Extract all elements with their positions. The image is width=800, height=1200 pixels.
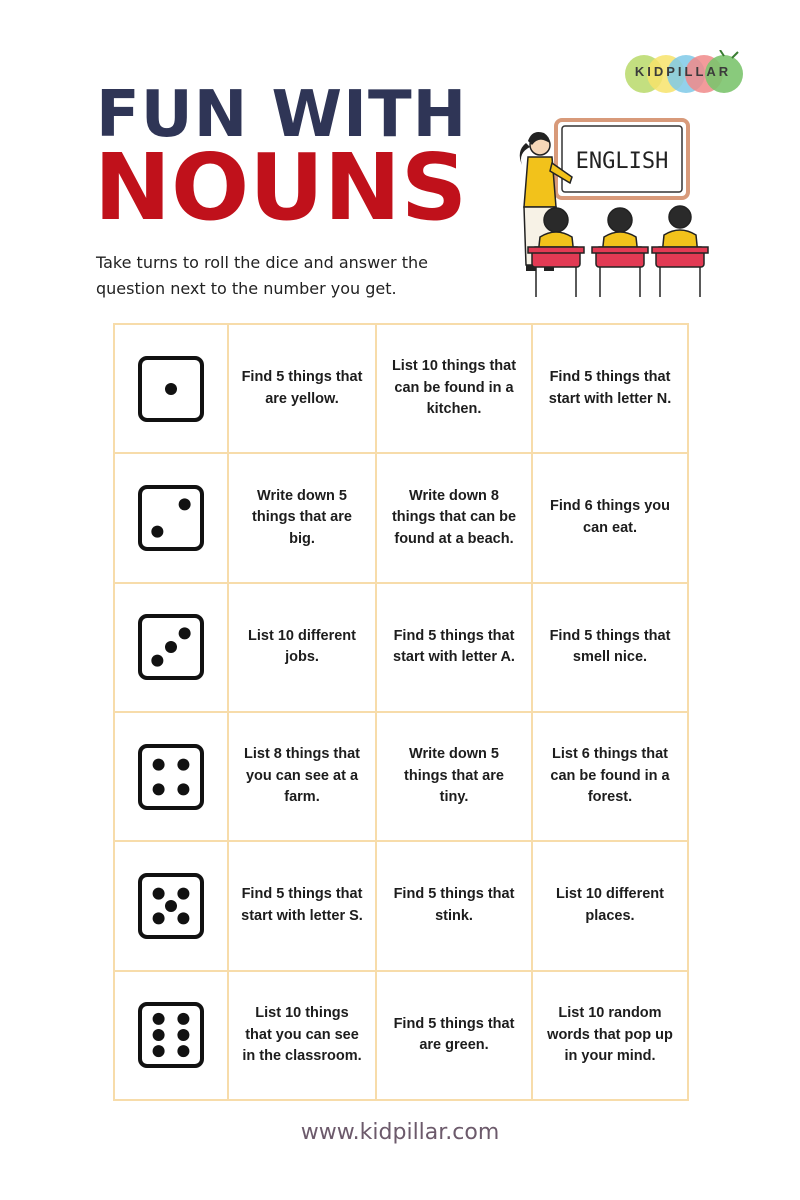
die-pip: [153, 888, 165, 900]
table-row: [114, 583, 688, 712]
die-pip: [153, 783, 165, 795]
classroom-illustration: [510, 115, 710, 305]
question-cell: List 10 random words that pop up in your mind.: [532, 971, 688, 1100]
die-cell: [114, 712, 228, 841]
question-cell: Find 6 things you can eat.: [532, 453, 688, 582]
board-text: ENGLISH: [575, 149, 669, 174]
die-pip: [177, 758, 189, 770]
die-pip: [153, 758, 165, 770]
die-pip: [177, 912, 189, 924]
question-cell: List 6 things that can be found in a forest.: [532, 712, 688, 841]
die-pip: [153, 912, 165, 924]
table-row: [114, 453, 688, 582]
die-face: [140, 1004, 202, 1066]
title-line-1: FUN WITH: [96, 78, 468, 152]
die-pip: [177, 1013, 189, 1025]
website-url: www.kidpillar.com: [300, 1120, 500, 1145]
question-cell: List 8 things that you can see at a farm.: [228, 712, 376, 841]
question-cell: Find 5 things that are green.: [376, 971, 532, 1100]
die-5-icon: [137, 872, 205, 940]
die-pip: [177, 888, 189, 900]
die-face: [140, 746, 202, 808]
die-pip: [179, 628, 191, 640]
instructions: Take turns to roll the dice and answer the question next to the number you get.: [96, 253, 428, 298]
die-3-icon: [137, 613, 205, 681]
die-4-icon: [137, 743, 205, 811]
logo-text: KIDPILLAR: [634, 64, 732, 79]
die-cell: [114, 324, 228, 453]
question-cell: Find 5 things that are yellow.: [228, 324, 376, 453]
question-cell: Find 5 things that stink.: [376, 841, 532, 970]
table-row: [114, 324, 688, 453]
die-pip: [153, 1045, 165, 1057]
die-pip: [153, 1029, 165, 1041]
die-2-icon: [137, 484, 205, 552]
question-cell: Write down 5 things that are big.: [228, 453, 376, 582]
die-cell: [114, 971, 228, 1100]
title-line-2: NOUNS: [94, 134, 468, 241]
die-pip: [177, 1029, 189, 1041]
question-cell: List 10 things that you can see in the classroom.: [228, 971, 376, 1100]
question-cell: Write down 8 things that can be found at a beach.: [376, 453, 532, 582]
die-pip: [177, 783, 189, 795]
die-cell: [114, 841, 228, 970]
question-cell: List 10 different places.: [532, 841, 688, 970]
kidpillar-logo: [622, 50, 744, 96]
die-cell: [114, 453, 228, 582]
dice-question-grid: [113, 323, 689, 1101]
die-cell: [114, 583, 228, 712]
die-pip: [151, 526, 163, 538]
table-row: [114, 841, 688, 970]
die-pip: [151, 655, 163, 667]
table-row: [114, 712, 688, 841]
die-1-icon: [137, 355, 205, 423]
question-cell: Write down 5 things that are tiny.: [376, 712, 532, 841]
die-6-icon: [137, 1001, 205, 1069]
die-pip: [165, 641, 177, 653]
die-pip: [177, 1045, 189, 1057]
question-cell: Find 5 things that start with letter A.: [376, 583, 532, 712]
die-pip: [179, 498, 191, 510]
classroom-icon: [510, 115, 710, 305]
question-cell: Find 5 things that start with letter N.: [532, 324, 688, 453]
question-cell: Find 5 things that smell nice.: [532, 583, 688, 712]
question-cell: List 10 things that can be found in a kitchen.: [376, 324, 532, 453]
question-cell: Find 5 things that start with letter S.: [228, 841, 376, 970]
die-pip: [165, 900, 177, 912]
table-row: [114, 971, 688, 1100]
die-face: [140, 487, 202, 549]
question-cell: List 10 different jobs.: [228, 583, 376, 712]
die-pip: [165, 383, 177, 395]
die-pip: [153, 1013, 165, 1025]
grid-body: [114, 324, 688, 1100]
